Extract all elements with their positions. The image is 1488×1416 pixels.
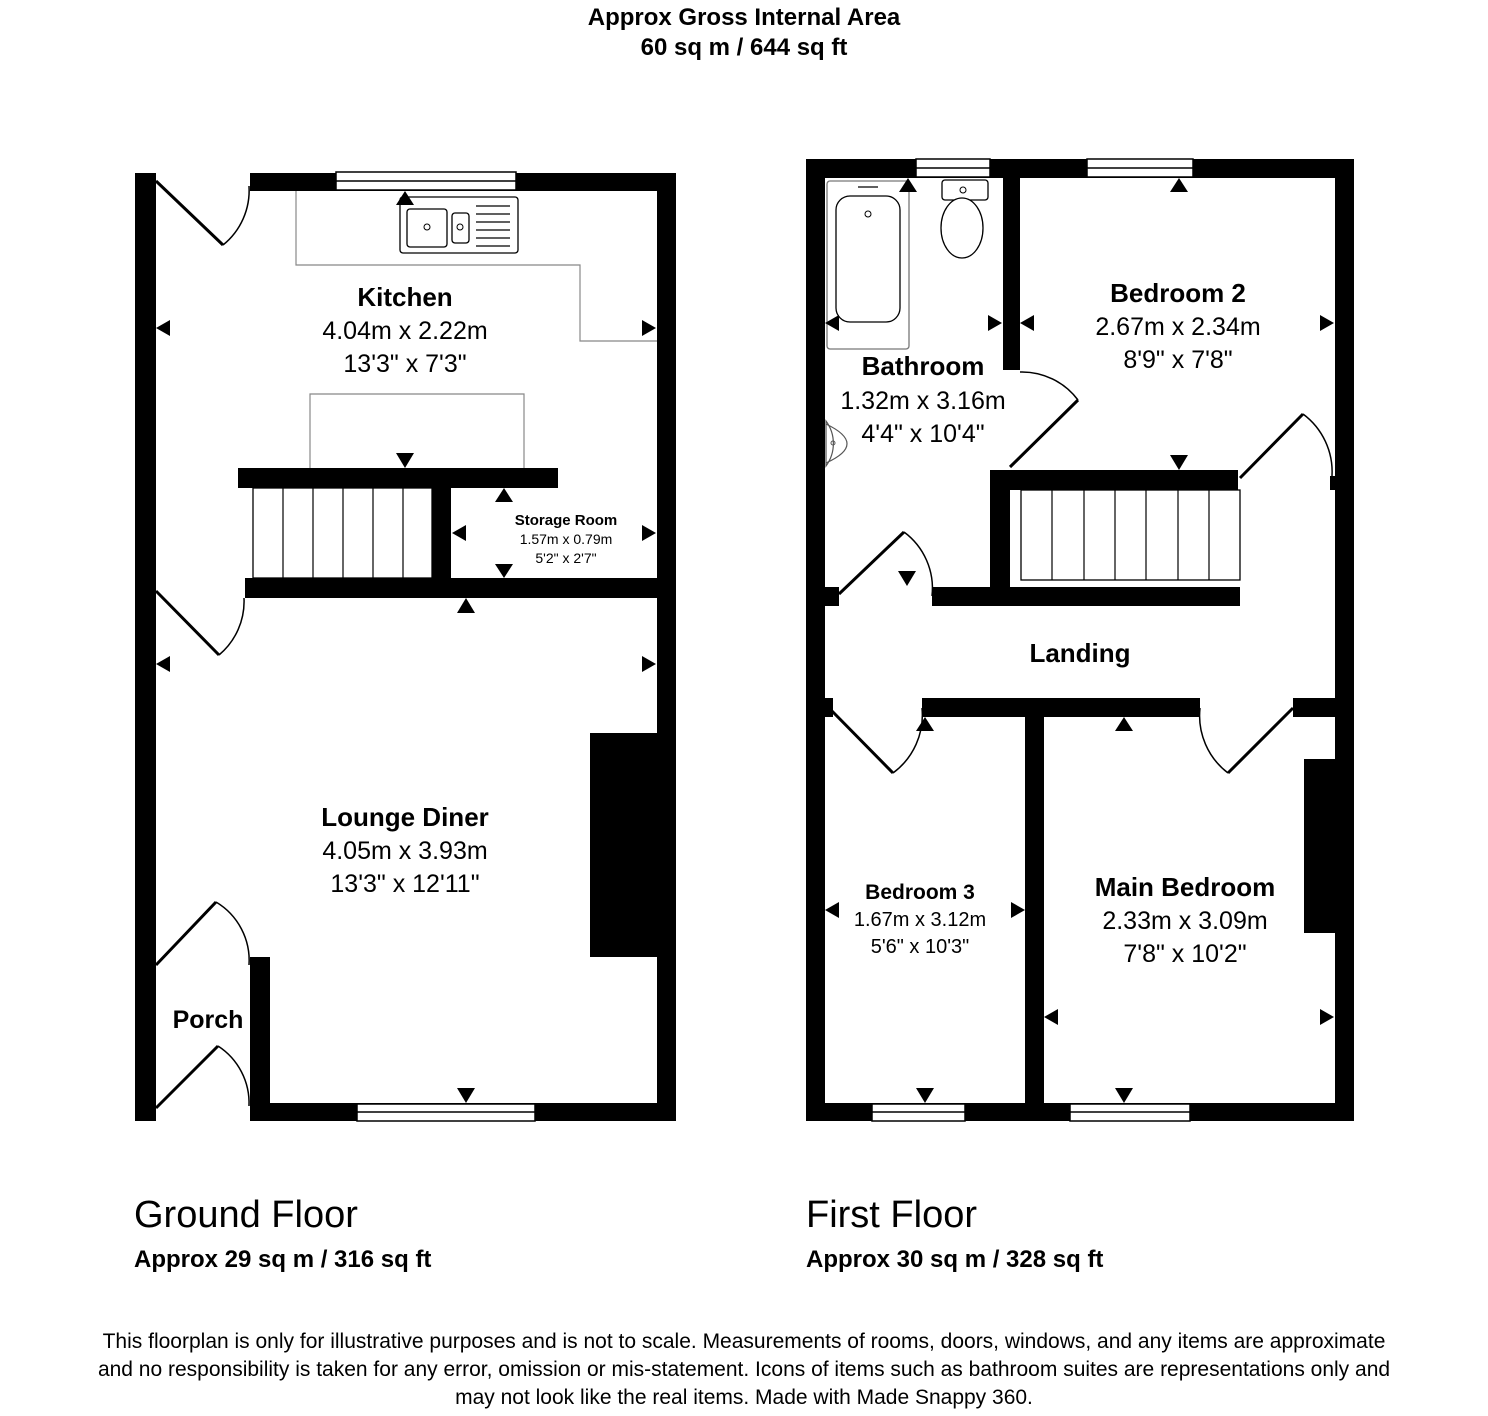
landing-name: Landing bbox=[1029, 638, 1131, 668]
bedroom2-imperial: 8'9" x 7'8" bbox=[1123, 346, 1233, 374]
storage-imperial: 5'2" x 2'7" bbox=[535, 550, 597, 566]
storage-left-wall bbox=[432, 488, 451, 583]
stairs-top-wall bbox=[238, 468, 558, 488]
lounge-name: Lounge Diner bbox=[321, 802, 489, 832]
bath-icon bbox=[827, 181, 909, 349]
porch-front-door bbox=[156, 1046, 249, 1108]
bedroom3-door bbox=[829, 708, 922, 773]
first-floor-title: First Floor bbox=[806, 1194, 977, 1236]
ground-outer-wall-right bbox=[657, 173, 676, 1121]
lounge-chimney-breast bbox=[590, 733, 657, 957]
porch-wall bbox=[250, 957, 270, 1121]
bathroom-landing-wall-stub bbox=[825, 587, 839, 606]
bedroom3-name: Bedroom 3 bbox=[865, 881, 975, 904]
lounge-window bbox=[357, 1104, 535, 1121]
ground-outer-wall-left bbox=[135, 173, 156, 1121]
storage-bottom-wall bbox=[245, 578, 676, 598]
first-outer-wall-right bbox=[1335, 159, 1354, 1121]
bathroom-bedroom2-wall bbox=[1003, 178, 1020, 370]
kitchen-imperial: 13'3" x 7'3" bbox=[343, 350, 467, 378]
bathroom-imperial: 4'4" x 10'4" bbox=[861, 420, 985, 448]
kitchen-name: Kitchen bbox=[357, 282, 453, 312]
bathroom-window bbox=[916, 159, 990, 177]
first-outer-wall-left bbox=[806, 159, 825, 1121]
landing-bottom-wall-stub bbox=[825, 698, 833, 717]
disclaimer-line-1: This floorplan is only for illustrative purposes and is not to scale. Measurements of rooms, doors, windows, and any items are approximate bbox=[102, 1330, 1386, 1353]
lounge-metric: 4.05m x 3.93m bbox=[322, 837, 488, 865]
bedroom2-name: Bedroom 2 bbox=[1110, 278, 1246, 308]
main-bedroom-name: Main Bedroom bbox=[1094, 872, 1276, 902]
lounge-imperial: 13'3" x 12'11" bbox=[330, 870, 480, 898]
ground-floor-area: Approx 29 sq m / 316 sq ft bbox=[134, 1246, 432, 1273]
bedroom3-imperial: 5'6" x 10'3" bbox=[870, 936, 970, 958]
kitchen-back-door bbox=[156, 181, 249, 245]
first-floor-area: Approx 30 sq m / 328 sq ft bbox=[806, 1246, 1104, 1273]
kitchen-window bbox=[336, 172, 516, 190]
bedroom2-window bbox=[1087, 159, 1193, 177]
main-bedroom-window bbox=[1070, 1104, 1190, 1121]
first-staircase bbox=[1021, 490, 1240, 580]
storage-metric: 1.57m x 0.79m bbox=[519, 531, 613, 547]
kitchen-metric: 4.04m x 2.22m bbox=[322, 317, 488, 345]
bathroom-name: Bathroom bbox=[861, 351, 985, 381]
bathroom-door bbox=[1010, 372, 1078, 467]
gross-area-title: Approx Gross Internal Area bbox=[587, 4, 901, 31]
landing-bottom-wall-a bbox=[922, 698, 1200, 717]
first-outer-wall-top bbox=[806, 159, 1354, 178]
bedroom3-metric: 1.67m x 3.12m bbox=[853, 909, 987, 931]
main-bedroom-imperial: 7'8" x 10'2" bbox=[1123, 940, 1247, 968]
landing-bottom-wall-b bbox=[1293, 698, 1354, 717]
main-bedroom-metric: 2.33m x 3.09m bbox=[1102, 907, 1268, 935]
disclaimer-line-2: and no responsibility is taken for any error, omission or mis-statement. Icons of items such as bathroom suites are representations only and bbox=[97, 1358, 1391, 1381]
bedroom2-right-wall-stub bbox=[1330, 476, 1336, 490]
toilet-icon bbox=[941, 180, 988, 258]
kitchen-sink-icon bbox=[400, 197, 518, 253]
first-floor-plan bbox=[806, 159, 1354, 1121]
stair-wall-top bbox=[1010, 470, 1238, 490]
disclaimer bbox=[0, 1328, 1488, 1412]
ground-floor-plan bbox=[135, 172, 676, 1121]
disclaimer-line-3: may not look like the real items. Made with Made Snappy 360. bbox=[455, 1386, 1033, 1409]
stair-wall-left bbox=[990, 470, 1010, 606]
landing-top-wall bbox=[932, 587, 1240, 606]
kitchen-unit-outline bbox=[310, 394, 524, 468]
porch-inner-door bbox=[156, 902, 249, 965]
basin-icon bbox=[826, 421, 847, 466]
porch-name: Porch bbox=[172, 1006, 244, 1034]
landing-bathroom-door bbox=[839, 532, 932, 596]
main-bedroom-chimney-breast bbox=[1304, 759, 1335, 933]
gross-area-value: 60 sq m / 644 sq ft bbox=[640, 34, 848, 61]
storage-name: Storage Room bbox=[514, 512, 618, 529]
bedroom3-window bbox=[872, 1104, 965, 1121]
bedroom2-metric: 2.67m x 2.34m bbox=[1095, 313, 1261, 341]
bedroom2-door bbox=[1240, 414, 1332, 478]
ground-floor-title: Ground Floor bbox=[134, 1194, 358, 1236]
ground-staircase bbox=[253, 488, 432, 578]
main-bedroom-door bbox=[1200, 708, 1293, 773]
bathroom-metric: 1.32m x 3.16m bbox=[840, 387, 1006, 415]
bedroom3-main-divider bbox=[1025, 717, 1044, 1103]
lounge-internal-door bbox=[156, 591, 244, 655]
